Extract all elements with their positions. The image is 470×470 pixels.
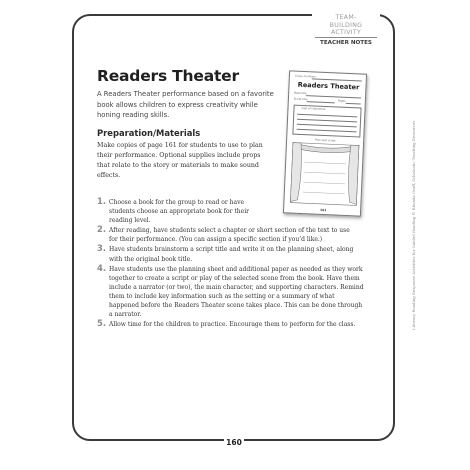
side-credit: Literacy Reading Response Activities for Guided Reading © Rhonda Graff, Scholastic Teaching Resources [411, 120, 416, 330]
teacher-notes-label: TEACHER NOTES [320, 40, 372, 46]
step-text: Allow time for the children to practice. Encourage them to perform for the class. [109, 321, 356, 329]
section-heading: Preparation/Materials [97, 128, 201, 138]
script-title-label: Script title [293, 97, 308, 102]
cast-label: Cast of characters: [301, 106, 327, 112]
teacher-notes-tab [312, 0, 380, 50]
page-number: 160 [224, 438, 244, 447]
tab-divider [315, 37, 377, 38]
stage-curtain-illustration [289, 142, 360, 207]
book-title-label: Book title [294, 91, 307, 96]
rule-line [346, 103, 361, 105]
worksheet-thumbnail [283, 70, 367, 216]
preparation-text: Make copies of page 161 for students to use to plan their performance. Optional supplies include props that relate to the story or materials to make sound effects. [97, 142, 263, 179]
step-number: 3. [97, 243, 107, 254]
step-text: Have students brainstorm a script title and write it on the planning sheet, along with the original book title. [109, 246, 354, 263]
step-number: 2. [97, 224, 107, 235]
rule-line [307, 101, 335, 103]
page-title: Readers Theater [97, 67, 239, 85]
group-members-label: Group members [294, 74, 316, 79]
pages-label: Pages [337, 99, 346, 103]
step-number: 4. [97, 262, 107, 273]
plan-label: Plan your script: [315, 138, 337, 143]
intro-paragraph: A Readers Theater performance based on a favorite book allows children to express creativity while honing reading skills. [97, 90, 274, 119]
list-item [97, 245, 365, 263]
activity-category: TEAM- BUILDING ACTIVITY [329, 14, 363, 36]
step-text: After reading, have students select a chapter or short section of the text to use for their performance. (You can assign a specific section if you’d like.) [109, 227, 350, 244]
worksheet-page [283, 70, 367, 216]
list-item [97, 226, 354, 244]
step-list [97, 198, 365, 330]
list-item [97, 198, 269, 225]
list-item [97, 320, 365, 329]
rule-line [306, 95, 361, 98]
worksheet-title: Readers Theater [297, 80, 360, 92]
step-number: 5. [97, 318, 107, 329]
step-text: Choose a book for the group to read or have students choose an appropriate book for their reading level. [109, 199, 249, 225]
step-text: Have students use the planning sheet and additional paper as needed as they work together to create a script or play of the selected scene from the book. Have them include a narrator (or two), the main character, and supporting characters. Remind them to include key information such as the setting or a summary of what happened before the Readers Theater scene takes place. This can be done through a narrator. [109, 265, 364, 319]
list-item [97, 262, 365, 320]
step-number: 1. [97, 196, 107, 206]
worksheet-page-number: 161 [320, 207, 327, 213]
